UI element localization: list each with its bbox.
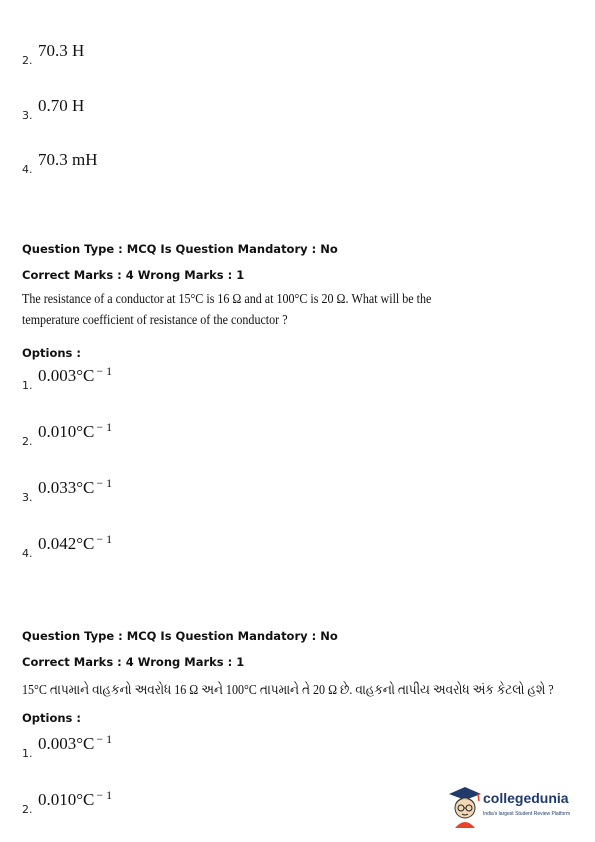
option-number: 4. [22, 547, 33, 560]
collegedunia-logo[interactable] [447, 784, 582, 830]
question-text [22, 289, 432, 331]
option-number: 2. [22, 435, 33, 448]
option-number: 2. [22, 54, 33, 67]
brand-name: collegedunia [483, 790, 569, 806]
question-type-line: Question Type : MCQ Is Question Mandatory : No [22, 629, 338, 643]
student-mascot-icon [447, 784, 483, 830]
option-value: 0.033°C $^{- 1}$ [38, 476, 113, 497]
option-value: 0.042°C $^{- 1}$ [38, 532, 113, 553]
option-number: 4. [22, 163, 33, 176]
question-text: 15°C તાપમાને વાહકનો અવરોધ 16 Ω અને 100°C તાપમાને તે 20 Ω છે. વાહકનો તાપીય અવરોધ અંક કેટલો હશે ? [22, 683, 554, 698]
marks-line: Correct Marks : 4 Wrong Marks : 1 [22, 268, 245, 282]
option-value: 0.010°C $^{- 1}$ [38, 788, 113, 809]
option-value: 0.70 H [38, 96, 85, 115]
brand-tagline: India's largest Student Review Platform [483, 811, 571, 817]
option-number: 1. [22, 379, 33, 392]
option-value: 0.003°C $^{- 1}$ [38, 364, 113, 385]
option-value: 0.003°C $^{- 1}$ [38, 732, 113, 753]
marks-line: Correct Marks : 4 Wrong Marks : 1 [22, 655, 245, 669]
option-number: 3. [22, 109, 33, 122]
options-label: Options : [22, 711, 81, 725]
option-number: 3. [22, 491, 33, 504]
option-value: 70.3 H [38, 41, 85, 60]
option-number: 2. [22, 803, 33, 816]
options-label: Options : [22, 346, 81, 360]
question-text-line: temperature coefficient of resistance of the conductor ? [22, 313, 288, 328]
option-number: 1. [22, 747, 33, 760]
question-text-line: The resistance of a conductor at 15°C is 16 Ω and at 100°C is 20 Ω. What will be the [22, 292, 432, 307]
option-value: 0.010°C $^{- 1}$ [38, 420, 113, 441]
question-type-line: Question Type : MCQ Is Question Mandatory : No [22, 242, 338, 256]
option-value: 70.3 mH [38, 150, 98, 169]
